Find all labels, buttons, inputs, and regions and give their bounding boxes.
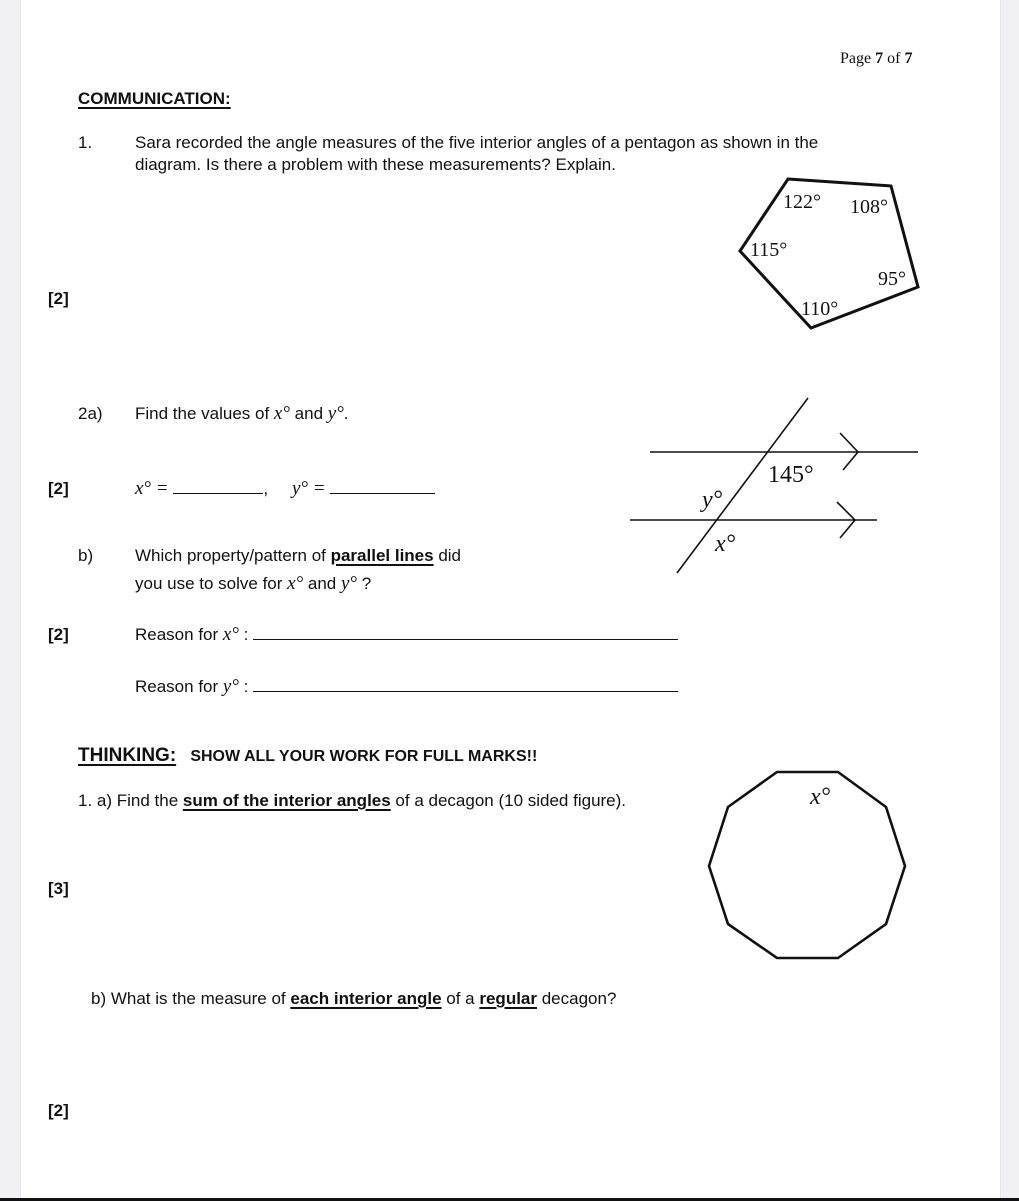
angle-label: 110°	[801, 298, 839, 320]
reason-y-blank[interactable]	[253, 677, 678, 692]
y-answer-blank[interactable]	[330, 479, 435, 494]
y-angle-label: y°	[702, 487, 723, 513]
thinking-heading: THINKING: SHOW ALL YOUR WORK FOR FULL MARKS!!	[78, 745, 538, 766]
angle-label: 122°	[783, 191, 821, 213]
x-answer-line: x° = ,	[135, 478, 269, 499]
angle-label: 95°	[878, 268, 906, 290]
q1-number: 1.	[78, 133, 93, 152]
reason-y-line: Reason for y° :	[135, 676, 678, 698]
q1-marks: [2]	[48, 289, 69, 308]
decagon-angle-label: x°	[810, 784, 831, 810]
q2a-text: Find the values of x° and y°.	[135, 403, 349, 424]
x-angle-label: x°	[715, 531, 736, 557]
y-answer-line: y° =	[292, 478, 435, 500]
reason-x-blank[interactable]	[253, 625, 678, 640]
q2b-marks: [2]	[48, 625, 69, 644]
communication-heading: COMMUNICATION:	[78, 89, 231, 108]
q2b-text-line1: Which property/pattern of parallel lines did	[135, 546, 462, 565]
angle-label: 108°	[850, 196, 888, 218]
thinking-q1b-marks: [2]	[48, 1101, 69, 1120]
q1-text-line1: Sara recorded the angle measures of the five interior angles of a pentagon as shown in the	[135, 133, 819, 152]
q2b-text-line2: you use to solve for x° and y° ?	[135, 573, 372, 594]
x-answer-blank[interactable]	[173, 479, 263, 494]
q2a-number: 2a)	[78, 404, 103, 423]
thinking-q1b-text: b) What is the measure of each interior angle of a regular decagon?	[91, 989, 617, 1008]
thinking-q1a-marks: [3]	[48, 879, 69, 898]
given-angle-label: 145°	[768, 462, 814, 488]
q1-text-line2: diagram. Is there a problem with these measurements? Explain.	[135, 155, 616, 174]
reason-x-line: Reason for x° :	[135, 624, 678, 646]
decagon-diagram	[709, 772, 905, 958]
page-number: Page 7 of 7	[840, 50, 913, 67]
q2b-number: b)	[78, 546, 94, 565]
thinking-q1a-text: 1. a) Find the sum of the interior angles of a decagon (10 sided figure).	[78, 791, 627, 810]
angle-label: 115°	[750, 239, 788, 261]
q2a-marks: [2]	[48, 479, 69, 498]
